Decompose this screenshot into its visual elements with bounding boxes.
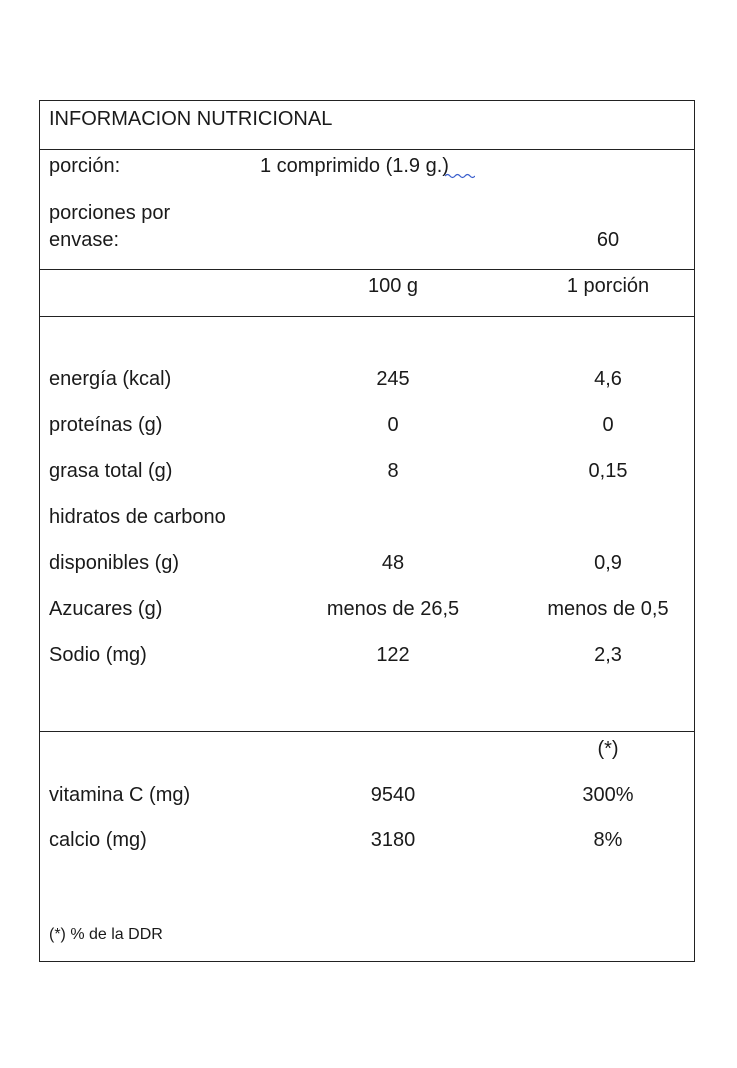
nutrient-per-serving: 0 <box>602 414 614 436</box>
nutrient-per-100: 8 <box>387 460 399 482</box>
nutrient-name: Azucares (g) <box>49 598 163 620</box>
table-title: INFORMACION NUTRICIONAL <box>49 108 333 130</box>
divider-header <box>40 316 694 317</box>
serving-value: 1 comprimido (1.9 g.) <box>260 155 449 177</box>
nutrition-facts-table <box>39 100 695 962</box>
vitamins-header-asterisk: (*) <box>597 738 619 760</box>
nutrient-name: disponibles (g) <box>49 552 180 574</box>
serving-label: porción: <box>49 155 121 177</box>
nutrient-per-serving: 4,6 <box>594 368 622 390</box>
nutrient-per-100: 48 <box>381 552 405 574</box>
vitamin-per-serving: 8% <box>593 829 623 851</box>
servings-per-container-label-1: porciones por <box>49 202 171 224</box>
nutrient-per-serving: 2,3 <box>594 644 622 666</box>
nutrient-name: grasa total (g) <box>49 460 173 482</box>
divider-title <box>40 149 694 150</box>
nutrient-per-100: menos de 26,5 <box>326 598 460 620</box>
servings-per-container-value: 60 <box>596 229 620 251</box>
vitamin-name: vitamina C (mg) <box>49 784 191 806</box>
vitamin-name: calcio (mg) <box>49 829 147 851</box>
nutrient-per-serving: menos de 0,5 <box>547 598 669 620</box>
column-header-per-serving: 1 porción <box>566 275 650 297</box>
nutrient-per-100: 245 <box>376 368 410 390</box>
divider-vitamins <box>40 731 694 732</box>
nutrient-per-100: 122 <box>376 644 410 666</box>
divider-serving <box>40 269 694 270</box>
servings-per-container-label-2: envase: <box>49 229 120 251</box>
vitamin-per-100: 9540 <box>370 784 416 806</box>
nutrient-per-serving: 0,9 <box>594 552 622 574</box>
footnote: (*) % de la DDR <box>49 926 163 943</box>
vitamin-per-serving: 300% <box>582 784 634 806</box>
spellcheck-underline-icon <box>445 173 475 179</box>
column-header-per-100g: 100 g <box>367 275 419 297</box>
nutrient-name: energía (kcal) <box>49 368 172 390</box>
nutrient-per-serving: 0,15 <box>588 460 628 482</box>
vitamin-per-100: 3180 <box>370 829 416 851</box>
nutrient-name: hidratos de carbono <box>49 506 226 528</box>
nutrient-name: proteínas (g) <box>49 414 163 436</box>
nutrient-per-100: 0 <box>387 414 399 436</box>
nutrient-name: Sodio (mg) <box>49 644 147 666</box>
